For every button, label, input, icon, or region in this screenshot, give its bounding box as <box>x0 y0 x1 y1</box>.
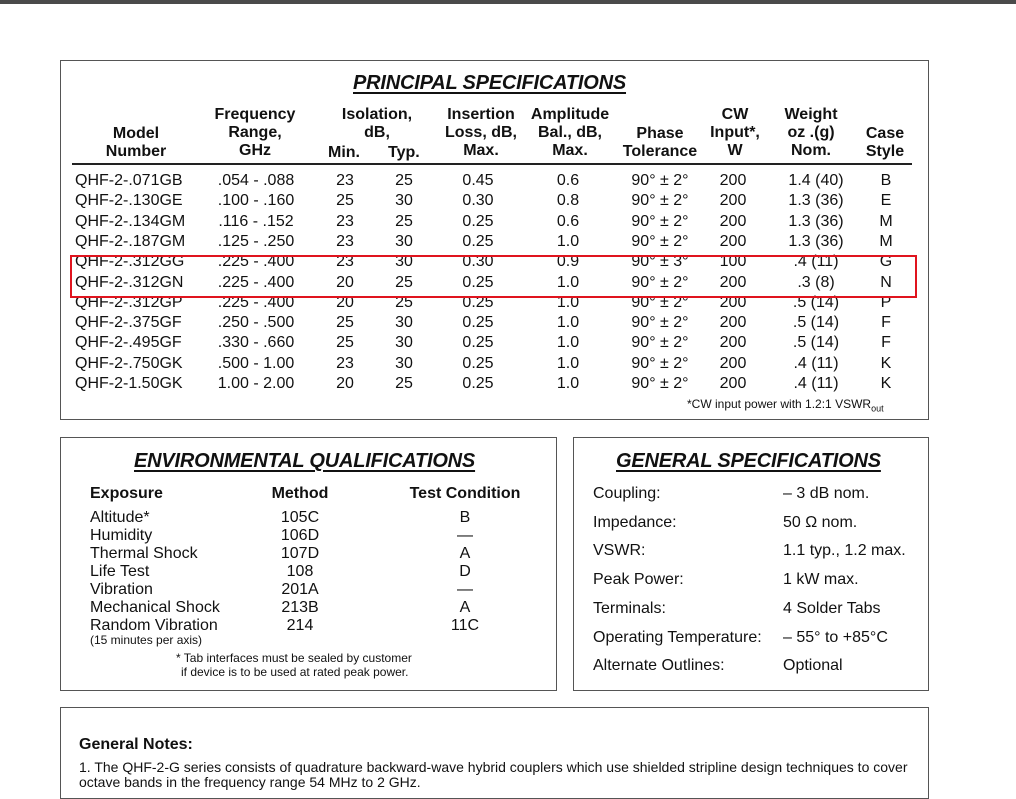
cell-iso-min: 23 <box>336 212 354 230</box>
cell-frequency: .116 - .152 <box>218 212 294 230</box>
env-exposure: Altitude* <box>90 509 150 526</box>
cell-frequency: .125 - .250 <box>217 232 295 250</box>
cell-iso-min: 20 <box>336 293 354 311</box>
env-test-condition: — <box>457 527 473 544</box>
cell-amplitude-balance: 1.0 <box>556 375 580 392</box>
cell-cw-input: 200 <box>719 172 747 189</box>
header-phase-tolerance: Phase Tolerance <box>622 125 698 160</box>
cell-case-style: F <box>881 314 891 332</box>
cell-case-style: F <box>881 334 891 352</box>
cell-iso-typ: 30 <box>395 253 413 271</box>
cell-amplitude-balance: 1.0 <box>556 232 580 250</box>
spec-value: – 55° to +85°C <box>783 628 888 646</box>
spec-label: Impedance: <box>593 513 677 531</box>
cell-iso-typ: 25 <box>395 375 413 392</box>
cell-weight: .4 (11) <box>793 375 839 392</box>
cell-model: QHF-2-.312GG <box>75 253 185 271</box>
cell-insertion-loss: 0.25 <box>462 375 494 392</box>
spec-value: 1 kW max. <box>783 571 859 589</box>
cell-iso-min: 23 <box>336 172 354 189</box>
cell-phase-tolerance: 90° ± 2° <box>631 192 689 210</box>
cell-iso-typ: 25 <box>395 172 413 189</box>
cell-weight: 1.3 (36) <box>788 192 844 210</box>
cell-case-style: P <box>880 293 892 311</box>
cell-amplitude-balance: 1.0 <box>556 354 580 372</box>
principal-specs-title: PRINCIPAL SPECIFICATIONS <box>353 72 627 94</box>
cell-insertion-loss: 0.30 <box>462 192 494 210</box>
cell-iso-typ: 25 <box>395 293 413 311</box>
header-cw-input: CW Input*, W <box>710 106 760 159</box>
cell-case-style: B <box>880 172 892 189</box>
cell-case-style: N <box>880 273 892 291</box>
cell-frequency: .100 - .160 <box>217 192 295 210</box>
env-test-condition: D <box>459 563 471 580</box>
spec-label: Alternate Outlines: <box>593 657 725 675</box>
env-exposure: Mechanical Shock <box>90 599 220 616</box>
env-method: 105C <box>280 509 320 526</box>
environmental-title: ENVIRONMENTAL QUALIFICATIONS <box>134 450 476 472</box>
spec-label: Peak Power: <box>593 571 684 589</box>
cell-model: QHF-2-.750GK <box>75 354 183 372</box>
spec-value: 4 Solder Tabs <box>783 599 881 617</box>
cell-frequency: .225 - .400 <box>217 273 295 291</box>
highlight-box <box>70 255 917 298</box>
cell-iso-typ: 30 <box>395 192 413 210</box>
cell-frequency: .054 - .088 <box>217 172 295 189</box>
cell-weight: .5 (14) <box>792 293 840 311</box>
header-isolation: Isolation, dB, <box>341 106 413 141</box>
cell-cw-input: 200 <box>719 192 747 210</box>
env-test-condition: 11C <box>450 617 480 634</box>
header-frequency: Frequency Range, GHz <box>214 106 296 159</box>
cell-phase-tolerance: 90° ± 2° <box>631 273 689 291</box>
cell-iso-min: 23 <box>336 354 354 372</box>
env-exposure: Random Vibration <box>90 617 218 634</box>
cell-cw-input: 200 <box>719 232 747 250</box>
cell-insertion-loss: 0.25 <box>462 232 494 250</box>
env-header-exposure: Exposure <box>90 485 163 502</box>
spec-value: 50 Ω nom. <box>783 513 858 531</box>
cell-phase-tolerance: 90° ± 2° <box>631 293 689 311</box>
cell-weight: .4 (11) <box>793 354 839 372</box>
general-specs-title: GENERAL SPECIFICATIONS <box>616 450 881 472</box>
cell-iso-typ: 30 <box>395 232 413 250</box>
cell-iso-typ: 25 <box>395 212 413 230</box>
cell-phase-tolerance: 90° ± 2° <box>631 232 689 250</box>
cell-weight: .5 (14) <box>792 314 840 332</box>
env-footnote: * Tab interfaces must be sealed by customer if device is to be used at rated peak power. <box>176 651 412 679</box>
spec-value: 1.1 typ., 1.2 max. <box>783 542 906 560</box>
cell-iso-min: 25 <box>336 314 354 332</box>
cell-amplitude-balance: 0.8 <box>556 192 580 210</box>
env-test-condition: — <box>457 581 473 598</box>
header-weight: Weight oz .(g) Nom. <box>784 106 838 159</box>
cell-cw-input: 200 <box>719 212 747 230</box>
cell-weight: 1.3 (36) <box>788 232 844 250</box>
header-amplitude-balance: Amplitude Bal., dB, Max. <box>530 106 610 159</box>
cell-model: QHF-2-.071GB <box>75 172 183 189</box>
cell-insertion-loss: 0.25 <box>462 212 494 230</box>
cell-model: QHF-2-.134GM <box>75 212 186 230</box>
env-exposure: Vibration <box>90 581 153 598</box>
spec-label: Terminals: <box>593 599 666 617</box>
cell-weight: 1.3 (36) <box>788 212 844 230</box>
cell-insertion-loss: 0.25 <box>462 273 494 291</box>
header-model: Model Number <box>105 125 167 160</box>
env-method: 213B <box>281 599 319 616</box>
cell-phase-tolerance: 90° ± 2° <box>631 334 689 352</box>
cell-iso-min: 20 <box>336 375 354 392</box>
cell-insertion-loss: 0.25 <box>462 354 494 372</box>
cell-cw-input: 200 <box>719 293 747 311</box>
cell-frequency: .330 - .660 <box>217 334 295 352</box>
env-method: 108 <box>286 563 314 580</box>
cell-iso-typ: 30 <box>395 334 413 352</box>
general-notes-line-1: 1. The QHF-2-G series consists of quadrature backward-wave hybrid couplers which use shielded stripline design techniques to cover <box>79 759 908 775</box>
cell-model: QHF-2-1.50GK <box>75 375 183 392</box>
header-iso-typ: Typ. <box>388 144 420 161</box>
spec-value: Optional <box>783 657 843 675</box>
cell-iso-typ: 30 <box>395 354 413 372</box>
cell-amplitude-balance: 0.6 <box>556 172 580 189</box>
spec-label: VSWR: <box>593 542 646 560</box>
cell-model: QHF-2-.312GN <box>75 273 184 291</box>
general-notes-title: General Notes: <box>79 736 193 753</box>
cell-weight: .4 (11) <box>793 253 839 271</box>
cell-iso-min: 25 <box>336 334 354 352</box>
cell-case-style: E <box>880 192 892 210</box>
cell-frequency: .225 - .400 <box>217 293 295 311</box>
cell-phase-tolerance: 90° ± 3° <box>631 253 689 271</box>
cell-cw-input: 200 <box>719 314 747 332</box>
cell-insertion-loss: 0.25 <box>462 334 494 352</box>
env-test-condition: B <box>459 509 471 526</box>
cell-iso-min: 23 <box>336 253 354 271</box>
header-insertion-loss: Insertion Loss, dB, Max. <box>444 106 517 159</box>
cell-insertion-loss: 0.25 <box>462 314 494 332</box>
spec-label: Coupling: <box>593 485 661 502</box>
cell-case-style: K <box>880 354 892 372</box>
cell-insertion-loss: 0.25 <box>462 293 494 311</box>
general-specs-panel <box>573 437 929 691</box>
env-method: 214 <box>286 617 314 634</box>
cell-cw-input: 200 <box>719 354 747 372</box>
cell-iso-min: 25 <box>336 192 354 210</box>
cell-model: QHF-2-.495GF <box>75 334 182 352</box>
env-exposure: Life Test <box>90 563 150 580</box>
top-border <box>0 0 1016 4</box>
cell-case-style: M <box>879 212 893 230</box>
header-iso-min: Min. <box>328 144 360 161</box>
env-header-method: Method <box>271 485 329 502</box>
env-exposure: Thermal Shock <box>90 545 198 562</box>
cell-frequency: .500 - 1.00 <box>217 354 295 372</box>
cell-weight: .3 (8) <box>797 273 835 291</box>
cell-model: QHF-2-.130GE <box>75 192 183 210</box>
header-case-style: Case Style <box>865 125 905 160</box>
general-notes-line-2: octave bands in the frequency range 54 MHz to 2 GHz. <box>79 774 421 790</box>
env-exposure: Humidity <box>90 527 153 544</box>
cell-phase-tolerance: 90° ± 2° <box>631 172 689 189</box>
cell-iso-min: 23 <box>336 232 354 250</box>
spec-value: – 3 dB nom. <box>783 485 870 502</box>
env-test-condition: A <box>459 545 471 562</box>
env-method: 201A <box>281 581 319 598</box>
cell-phase-tolerance: 90° ± 2° <box>631 212 689 230</box>
cell-case-style: K <box>880 375 892 392</box>
cell-case-style: G <box>879 253 893 271</box>
cell-model: QHF-2-.312GP <box>75 293 183 311</box>
cell-iso-typ: 25 <box>395 273 413 291</box>
cell-weight: .5 (14) <box>792 334 840 352</box>
cell-frequency: .250 - .500 <box>217 314 295 332</box>
cell-amplitude-balance: 1.0 <box>556 293 580 311</box>
header-underline <box>72 163 912 165</box>
cell-amplitude-balance: 1.0 <box>556 334 580 352</box>
cell-amplitude-balance: 1.0 <box>556 273 580 291</box>
cell-frequency: .225 - .400 <box>217 253 295 271</box>
cell-iso-typ: 30 <box>395 314 413 332</box>
cell-amplitude-balance: 1.0 <box>556 314 580 332</box>
cell-cw-input: 200 <box>719 375 747 392</box>
env-test-condition: A <box>459 599 471 616</box>
cell-amplitude-balance: 0.9 <box>556 253 580 271</box>
env-header-test-condition: Test Condition <box>409 485 521 502</box>
env-sub-note: (15 minutes per axis) <box>90 633 203 647</box>
cell-model: QHF-2-.375GF <box>75 314 182 332</box>
cw-footnote: *CW input power with 1.2:1 $VSWR_{out}$ <box>687 397 884 414</box>
cell-insertion-loss: 0.30 <box>462 253 494 271</box>
cell-phase-tolerance: 90° ± 2° <box>631 314 689 332</box>
cell-insertion-loss: 0.45 <box>462 172 494 189</box>
cell-weight: 1.4 (40) <box>788 172 844 189</box>
cell-cw-input: 100 <box>719 253 747 271</box>
cell-phase-tolerance: 90° ± 2° <box>631 354 689 372</box>
env-method: 107D <box>280 545 320 562</box>
env-method: 106D <box>280 527 320 544</box>
cell-frequency: 1.00 - 2.00 <box>217 375 295 392</box>
cell-case-style: M <box>879 232 893 250</box>
cell-cw-input: 200 <box>719 273 747 291</box>
cell-phase-tolerance: 90° ± 2° <box>631 375 689 392</box>
cell-cw-input: 200 <box>719 334 747 352</box>
cell-amplitude-balance: 0.6 <box>556 212 580 230</box>
cell-iso-min: 20 <box>336 273 354 291</box>
spec-label: Operating Temperature: <box>593 628 762 646</box>
cell-model: QHF-2-.187GM <box>75 232 186 250</box>
